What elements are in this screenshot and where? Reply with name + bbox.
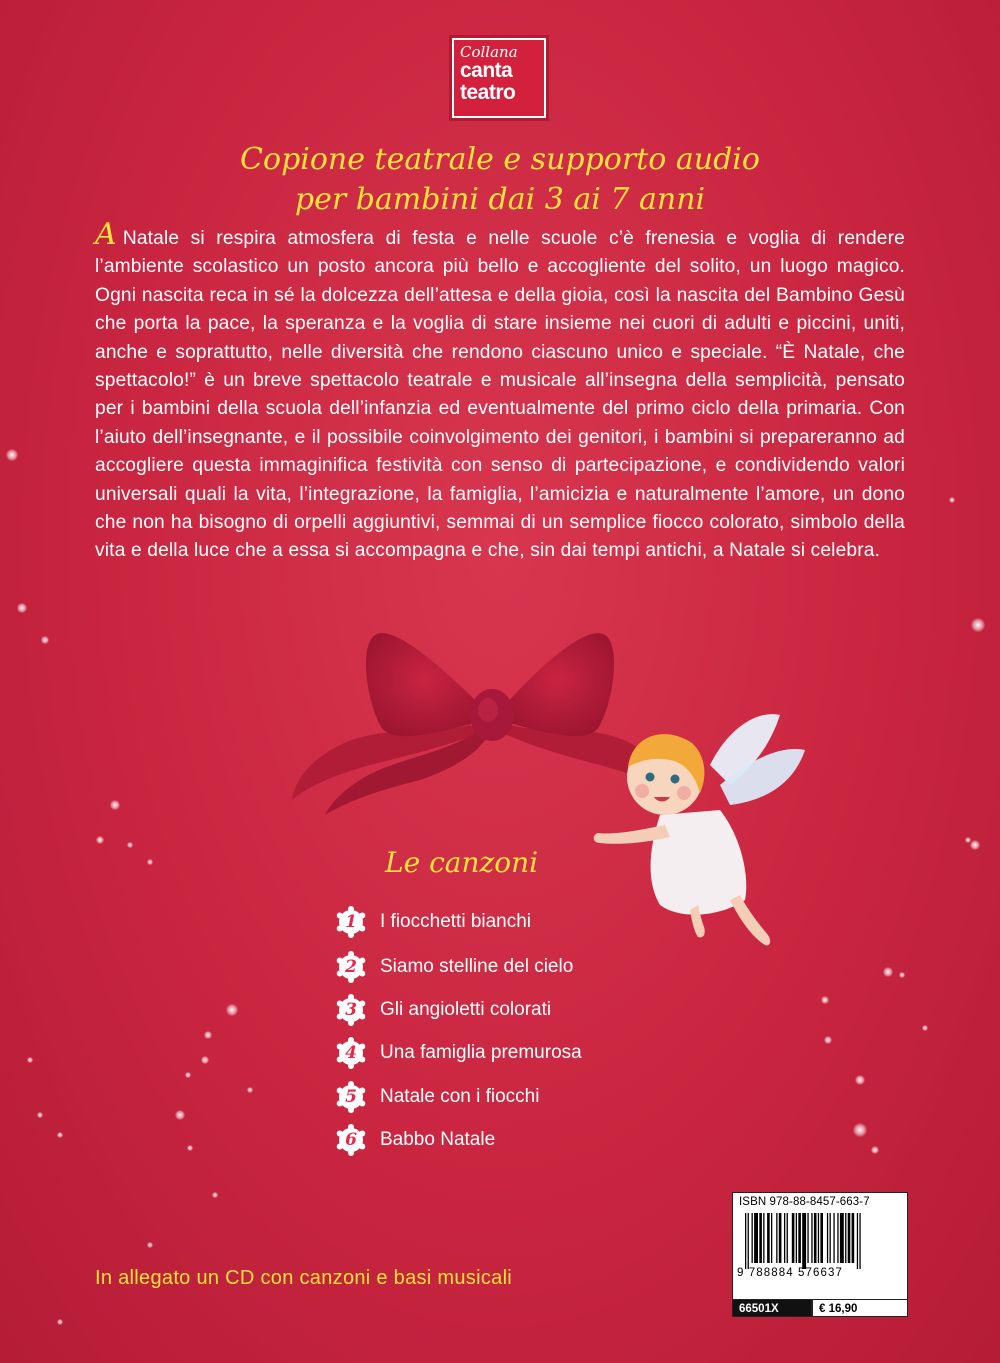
barcode-bar (784, 1213, 785, 1263)
barcode-bar (763, 1213, 764, 1263)
sparkle-dot (212, 1192, 218, 1198)
barcode-bar (857, 1213, 858, 1269)
sparkle-dot (110, 800, 120, 810)
song-title: Siamo stelline del cielo (380, 956, 574, 977)
sparkle-dot (201, 1056, 209, 1064)
barcode-bar (759, 1213, 762, 1263)
sparkle-dot (147, 1242, 153, 1248)
sparkle-dot (855, 1075, 865, 1085)
sparkle-dot (204, 1031, 212, 1039)
barcode-bar (796, 1213, 797, 1263)
sparkle-dot (6, 449, 18, 461)
sparkle-dot (57, 1319, 63, 1325)
barcode-bar (830, 1213, 831, 1263)
song-item (335, 1036, 582, 1070)
song-number: 4 (345, 1043, 357, 1063)
sparkle-dot (883, 967, 893, 977)
sparkle-dot (871, 1146, 879, 1154)
barcode-bar (833, 1213, 834, 1263)
sparkle-dot (853, 1123, 867, 1137)
barcode-bar (771, 1213, 772, 1263)
barcode-bar (752, 1213, 753, 1263)
barcode-bar (852, 1213, 855, 1263)
sparkle-dot (965, 837, 971, 843)
logo-collana: Collana (460, 43, 518, 61)
sparkle-dot (899, 972, 905, 978)
headline-line-2: per bambini dai 3 ai 7 anni (294, 182, 706, 217)
sparkle-dot (971, 618, 985, 632)
barcode-bar (859, 1213, 860, 1269)
barcode-bars (745, 1213, 895, 1269)
song-item (335, 1123, 495, 1157)
song-title: Gli angioletti colorati (380, 999, 552, 1020)
barcode-bar (792, 1213, 795, 1263)
isbn-label: ISBN 978-88-8457-663-7 (739, 1196, 870, 1208)
sparkle-dot (949, 497, 955, 503)
headline-line-1: Copione teatrale e supporto audio (240, 142, 760, 177)
sparkle-dot (37, 1112, 43, 1118)
barcode-bar (807, 1213, 808, 1263)
barcode-bar (787, 1213, 788, 1263)
songs-title: Le canzoni (385, 846, 539, 879)
barcode-bar (837, 1213, 838, 1263)
snowflake-icon (335, 994, 367, 1026)
sparkle-dot (247, 1087, 253, 1093)
song-number: 2 (345, 957, 357, 977)
snowflake-icon (335, 1124, 367, 1156)
song-number: 1 (345, 912, 357, 932)
barcode-bar (818, 1213, 819, 1263)
blurb-paragraph (95, 217, 905, 566)
barcode-bar (754, 1213, 758, 1263)
barcode (732, 1192, 908, 1300)
sparkle-dot (147, 859, 153, 865)
snowflake-icon (335, 951, 367, 983)
sparkle-dot (175, 1110, 185, 1120)
sparkle-dot (187, 1145, 193, 1151)
series-logo (452, 38, 546, 118)
barcode-bar (802, 1213, 806, 1269)
sparkle-dot (17, 603, 27, 613)
song-title: Natale con i fiocchi (380, 1086, 540, 1107)
sparkle-dot (185, 1072, 191, 1078)
barcode-bar (779, 1213, 782, 1263)
sparkle-dot (970, 840, 980, 850)
angel-illustration (580, 705, 810, 955)
song-number: 5 (345, 1087, 357, 1107)
sparkle-dot (27, 1057, 33, 1063)
barcode-bar (748, 1213, 749, 1269)
barcode-bar (827, 1213, 828, 1263)
sparkle-dot (57, 1132, 63, 1138)
song-item (335, 1080, 539, 1114)
song-title: Una famiglia premurosa (380, 1042, 582, 1063)
sparkle-dot (821, 996, 829, 1004)
barcode-bar (840, 1213, 844, 1263)
song-title: Babbo Natale (380, 1129, 496, 1150)
sparkle-dot (41, 636, 49, 644)
sparkle-dot (127, 842, 133, 848)
logo-canta: canta (460, 59, 513, 82)
barcode-bar (845, 1213, 846, 1263)
song-item (335, 993, 551, 1027)
price-row (732, 1299, 908, 1317)
barcode-bar (814, 1213, 817, 1263)
barcode-bar (798, 1213, 801, 1263)
blurb-dropcap: A (95, 217, 117, 252)
snowflake-icon (335, 906, 367, 938)
barcode-bar (776, 1213, 777, 1263)
logo-teatro: teatro (460, 81, 516, 104)
barcode-bar (820, 1213, 823, 1263)
snowflake-icon (335, 1081, 367, 1113)
song-item (335, 905, 531, 939)
snowflake-icon (335, 1037, 367, 1069)
price: € 16,90 (812, 1299, 908, 1317)
song-number: 6 (345, 1130, 357, 1150)
song-title: I fiocchetti bianchi (380, 911, 532, 932)
sparkle-dot (96, 836, 104, 844)
barcode-bar (767, 1213, 770, 1263)
blurb-text: Natale si respira atmosfera di festa e nelle scuole c’è frenesia e voglia di rendere l’ambiente scolastico un posto ancora più bello e accogliente del solito, un luogo magico. Ogni nascita reca in sé la dolcezza dell’attesa e della gioia, così la nascita del Bambino Gesù che porta la pace, la speranza e la voglia di stare insieme nei cuori di adulti e piccini, uniti, anche e soprattutto, nelle diversità che rendono ciascuno unico e speciale. “È Natale, che spettacolo!” è un breve spettacolo teatrale e musicale all’insegna della semplicità, pensato per i bambini della scuola dell’infanzia ed eventualmente del primo ciclo della primaria. Con l’aiuto dell’insegnante, e il possibile coinvolgimento dei genitori, i bambini si prepareranno ad accogliere questa immaginifica festività con senso di partecipazione, e condividendo valori universali quali la vita, l’integrazione, la famiglia, l’amicizia e naturalmente l’amore, un dono che non ha bisogno di orpelli aggiuntivi, semmai di un semplice fiocco colorato, simbolo della vita e della luce che a essa si accompagna e che, sin dai tempi antichi, a Natale si celebra. (95, 228, 905, 562)
cd-note: In allegato un CD con canzoni e basi musicali (95, 1267, 513, 1289)
sparkle-dot (922, 1025, 928, 1031)
song-item (335, 950, 573, 984)
song-number: 3 (345, 1000, 357, 1020)
product-code: 66501X (732, 1299, 812, 1317)
barcode-bar (745, 1213, 746, 1269)
sparkle-dot (226, 1004, 238, 1016)
sparkle-dot (824, 1036, 832, 1044)
barcode-bar (811, 1213, 812, 1263)
barcode-bar (848, 1213, 851, 1263)
barcode-digits: 9 788884 576637 (737, 1267, 844, 1279)
